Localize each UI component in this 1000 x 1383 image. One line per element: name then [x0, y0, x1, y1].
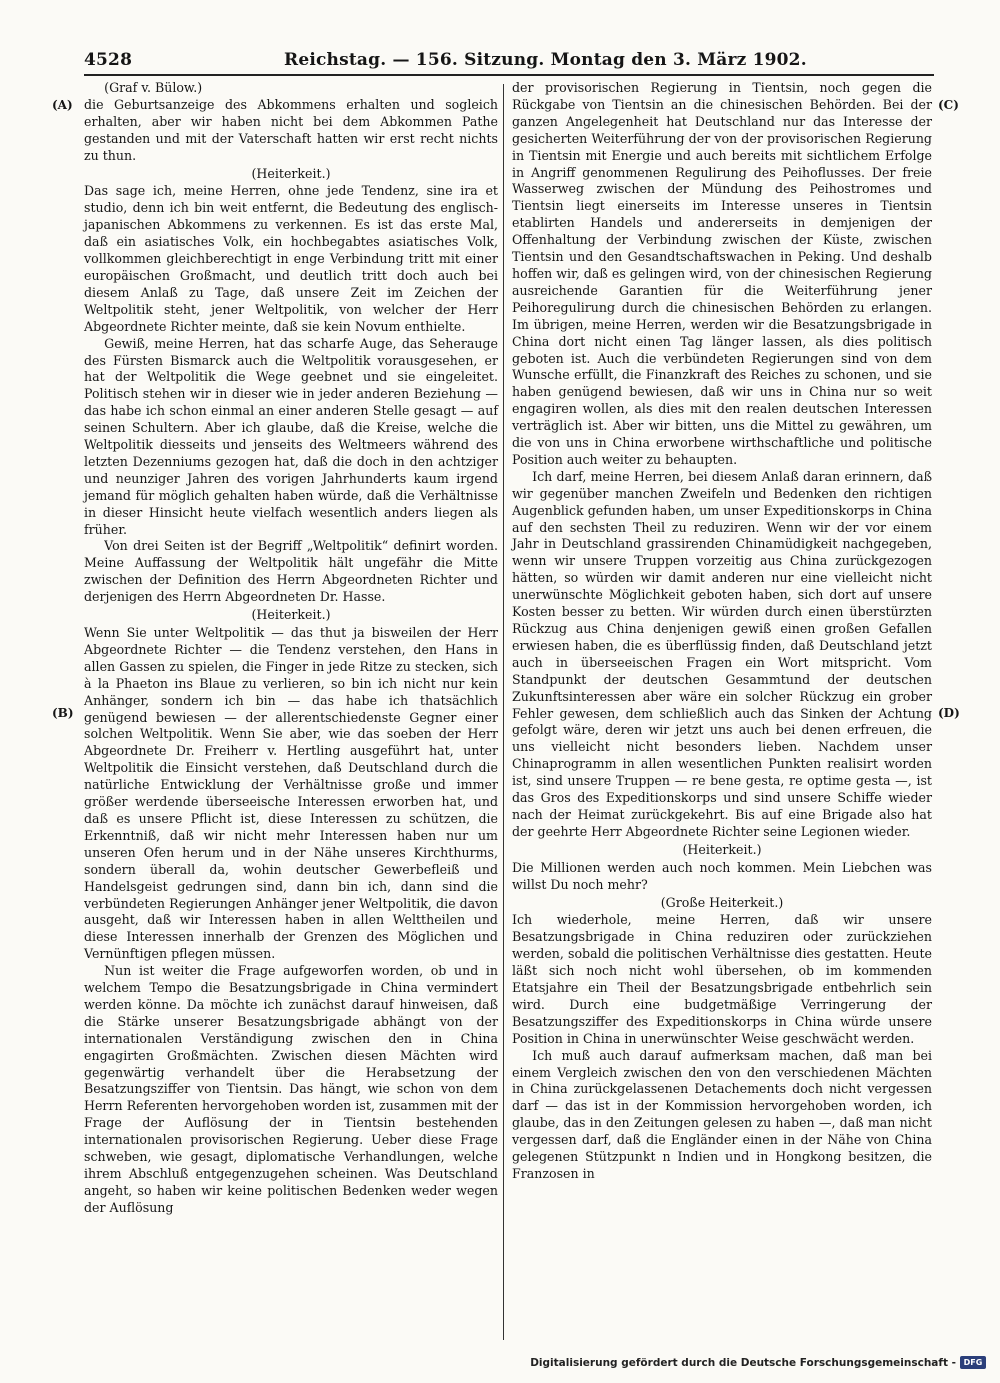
footer-text: Digitalisierung gefördert durch die Deutsche Forschungsgemeinschaft -	[530, 1356, 956, 1369]
running-title: Reichstag. — 156. Sitzung. Montag den 3. März 1902.	[284, 50, 807, 70]
paragraph: Die Millionen werden auch noch kommen. Mein Liebchen was willst Du noch mehr?	[512, 859, 932, 892]
page-number: 4528	[84, 50, 133, 70]
paragraph: Ich darf, meine Herren, bei diesem Anlaß daran erinnern, daß wir gegenüber manchen Zweifeln und Bedenken den richtigen Augenblick gefunden haben, um unser Expeditionskorps in China auf den sechsten Theil zu reduziren. Wenn wir der vor einem Jahr in Deutschland grassirenden Chinamüdigkeit nachgegeben, wenn wir unsere Truppen vorzeitig aus China zurückgezogen hätten, so würden wir damit anderen nur eine vielleicht nicht unerwünschte Möglichkeit geboten haben, sich dort auf unsere Kosten besser zu betten. Wir würden durch einen überstürzten Rückzug aus China denjenigen gewiß einen großen Gefallen erwiesen haben, die es überflüssig finden, daß Deutschland jetzt auch in überseeischen Fragen ein Wort mitspricht. Vom Standpunkt der deutschen Gesammtund der deutschen Zukunftsinteressen aber wäre ein solcher Rückzug ein grober Fehler gewesen, dem schließlich auch das Sinken der Achtung gefolgt wäre, deren wir jetzt uns auch bei denen erfreuen, die uns vielleicht nicht besonders lieben. Nachdem unser Chinaprogramm in allen wesentlichen Punkten realisirt worden ist, sind unsere Truppen — re bene gesta, re optime gesta —, ist das Gros des Expeditionskorps und sind unsere Schiffe wieder nach der Heimat zurückgekehrt. Bis auf eine Brigade also hat der geehrte Herr Abgeordnete Richter seine Legionen wieder.	[512, 468, 932, 839]
footer	[530, 1356, 986, 1369]
margin-mark-d: (D)	[938, 706, 960, 720]
paragraph: Gewiß, meine Herren, hat das scharfe Auge, das Seherauge des Fürsten Bismarck auch die Weltpolitik vorausgesehen, er hat der Weltpolitik die Wege geebnet und sie eingeleitet. Politisch stehen wir in dieser wie in jeder anderen Beziehung — das habe ich schon einmal an einer anderen Stelle gesagt — auf seinen Schultern. Aber ich glaube, daß die Kreise, welche die Weltpolitik diesseits und jenseits des Weltmeers während des letzten Dezenniums gezogen hat, daß die doch in den achtziger und neunziger Jahren des vorigen Jahrhunderts kaum irgend jemand für möglich gehalten haben würde, daß die Verhältnisse in dieser Hinsicht heute vielfach wesentlich anders liegen als früher.	[84, 335, 498, 537]
margin-mark-a: (A)	[52, 98, 73, 112]
paragraph: die Geburtsanzeige des Abkommens erhalten und sogleich erhalten, aber wir haben nicht bei dem Abkommen Pathe gestanden und mit der Vaterschaft hatten wir erst recht nichts zu thun.	[84, 96, 498, 163]
paragraph: Von drei Seiten ist der Begriff „Weltpolitik“ definirt worden. Meine Auffassung der Weltpolitik hält ungefähr die Mitte zwischen der Definition des Herrn Abgeordneten Richter und derjenigen des Herrn Abgeordneten Dr. Hasse.	[84, 538, 498, 605]
paragraph: Wenn Sie unter Weltpolitik — das thut ja bisweilen der Herr Abgeordnete Richter — die Tendenz verstehen, den Hans in allen Gassen zu spielen, die Finger in jede Ritze zu stecken, sich à la Phaeton ins Blaue zu verlieren, so bin ich nicht nur kein Anhänger, sondern ich bin — das habe ich thatsächlich genügend bewiesen — der allerentschiedenste Gegner einer solchen Weltpolitik. Wenn Sie aber, wie das soeben der Herr Abgeordnete Dr. Freiherr v. Hertling ausgeführt hat, unter Weltpolitik die Einsicht verstehen, daß Deutschland durch die natürliche Entwicklung der Verhältnisse große und immer größer werdende überseeische Interessen erworben hat, und daß es unsere Pflicht ist, diese Interessen zu schützen, die Erkenntniß, daß wir nicht mehr Interessen haben nur um unseren Ofen herum und in der Nähe unseres Kirchthurms, sondern überall da, wohin deutscher Gewerbefleiß und Handelsgeist gedrungen sind, dann bin ich, dann sind die verbündeten Regierungen Anhänger jener Weltpolitik, die davon ausgeht, daß wir Interessen haben in allen Welttheilen und diese Interessen innerhalb der Grenzen des Möglichen und Vernünftigen pflegen müssen.	[84, 625, 498, 962]
margin-mark-b: (B)	[52, 706, 74, 720]
paragraph: Ich muß auch darauf aufmerksam machen, daß man bei einem Vergleich zwischen den von den verschiedenen Mächten in China zurückgelassenen Detachements doch nicht vergessen darf — das ist in der Kommission hervorgehoben worden, ich glaube, das in den Zeitungen gelesen zu haben —, daß man nicht vergessen darf, daß die Engländer einen in der Nähe von China gelegenen Stützpunkt n Indien und in Hongkong besitzen, die Franzosen in	[512, 1047, 932, 1181]
interjection: (Heiterkeit.)	[251, 165, 331, 181]
interjection: (Heiterkeit.)	[682, 841, 762, 857]
margin-mark-c: (C)	[938, 98, 959, 112]
paragraph: Das sage ich, meine Herren, ohne jede Tendenz, sine ira et studio, denn ich bin weit entfernt, die Bedeutung des englisch-japanischen Abkommens zu verkennen. Es ist das erste Mal, daß ein asiatisches Volk, ein hochbegabtes asiatisches Volk, vollkommen gleichberechtigt in enge Verbindung tritt mit einer europäischen Großmacht, und deutlich tritt doch auch bei diesem Anlaß zu Tage, daß unsere Zeit im Zeichen der Weltpolitik steht, jener Weltpolitik, von welcher der Herr Abgeordnete Richter meinte, daß sie kein Novum enthielte.	[84, 183, 498, 334]
page-header	[84, 50, 807, 74]
paragraph: Ich wiederhole, meine Herren, daß wir unsere Besatzungsbrigade in China reduziren oder zurückziehen werden, sobald die politischen Verhältnisse dies gestatten. Heute läßt sich noch nicht wohl übersehen, ob im kommenden Etatsjahre ein Theil der Besatzungsbrigade entbehrlich sein wird. Durch eine budgetmäßige Verringerung der Besatzungsziffer des Expeditionskorps in China würde unsere Position in China in unerwünschter Weise geschwächt werden.	[512, 912, 932, 1046]
interjection: (Heiterkeit.)	[251, 607, 331, 623]
paragraph: Nun ist weiter die Frage aufgeworfen worden, ob und in welchem Tempo die Besatzungsbrigade in China vermindert werden könne. Da möchte ich zunächst darauf hinweisen, daß die Stärke unserer Besatzungsbrigade abhängt von der internationalen Verständigung zwischen den in China engagirten Großmächten. Zwischen diesen Mächten wird gegenwärtig verhandelt über die Herabsetzung der Besatzungsziffer von Tientsin. Das hängt, wie schon von dem Herrn Referenten hervorgehoben worden ist, zusammen mit der Frage der Auflösung der in Tientsin bestehenden internationalen provisorischen Regierung. Ueber diese Frage schweben, wie gesagt, diplomatische Verhandlungen, welche ihrem Abschluß entgegenzugehen scheinen. Was Deutschland angeht, so haben wir keine politischen Bedenken weder wegen der Auflösung	[84, 963, 498, 1215]
right-column	[512, 80, 932, 1183]
column-divider	[503, 84, 504, 1340]
speaker-label: (Graf v. Bülow.)	[104, 80, 203, 95]
paragraph: der provisorischen Regierung in Tientsin, noch gegen die Rückgabe von Tientsin an die chinesischen Behörden. Bei der ganzen Angelegenheit hat Deutschland nur das Interesse der gesicherten Weiterführung der von der provisorischen Regierung in Tientsin mit Energie und auch bereits mit sichtlichem Erfolge in Angriff genommenen Regulirung des Peihoflusses. Der freie Wasserweg zwischen der Mündung des Peihostromes und Tientsin liegt einerseits im Interesse unseres in Tientsin etablirten Handels und andererseits in demjenigen der Offenhaltung der Verbindung zwischen der Küste, zwischen Tientsin und den Gesandtschaftswachen in Peking. Und deshalb hoffen wir, daß es gelingen wird, von der chinesischen Regierung ausreichende Garantien für die Weiterführung jener Peihoregulirung durch die chinesischen Behörden zu erlangen. Im übrigen, meine Herren, werden wir die Besatzungsbrigade in China dort nicht einen Tag länger lassen, als dies politisch geboten ist. Auch die verbündeten Regierungen sind von dem Wunsche erfüllt, die Finanzkraft des Reiches zu schonen, und sie haben genügend bewiesen, daß wir uns in China nur so weit engagiren wollen, als dies mit den realen deutschen Interessen verträglich ist. Aber wir bitten, uns die Mittel zu gewähren, um die von uns in China erworbene wirthschaftliche und politische Position auch weiter zu behaupten.	[512, 80, 932, 467]
left-column	[84, 80, 498, 1217]
header-rule	[84, 74, 934, 76]
dfg-logo-icon: DFG	[960, 1356, 986, 1369]
interjection: (Große Heiterkeit.)	[660, 894, 784, 910]
